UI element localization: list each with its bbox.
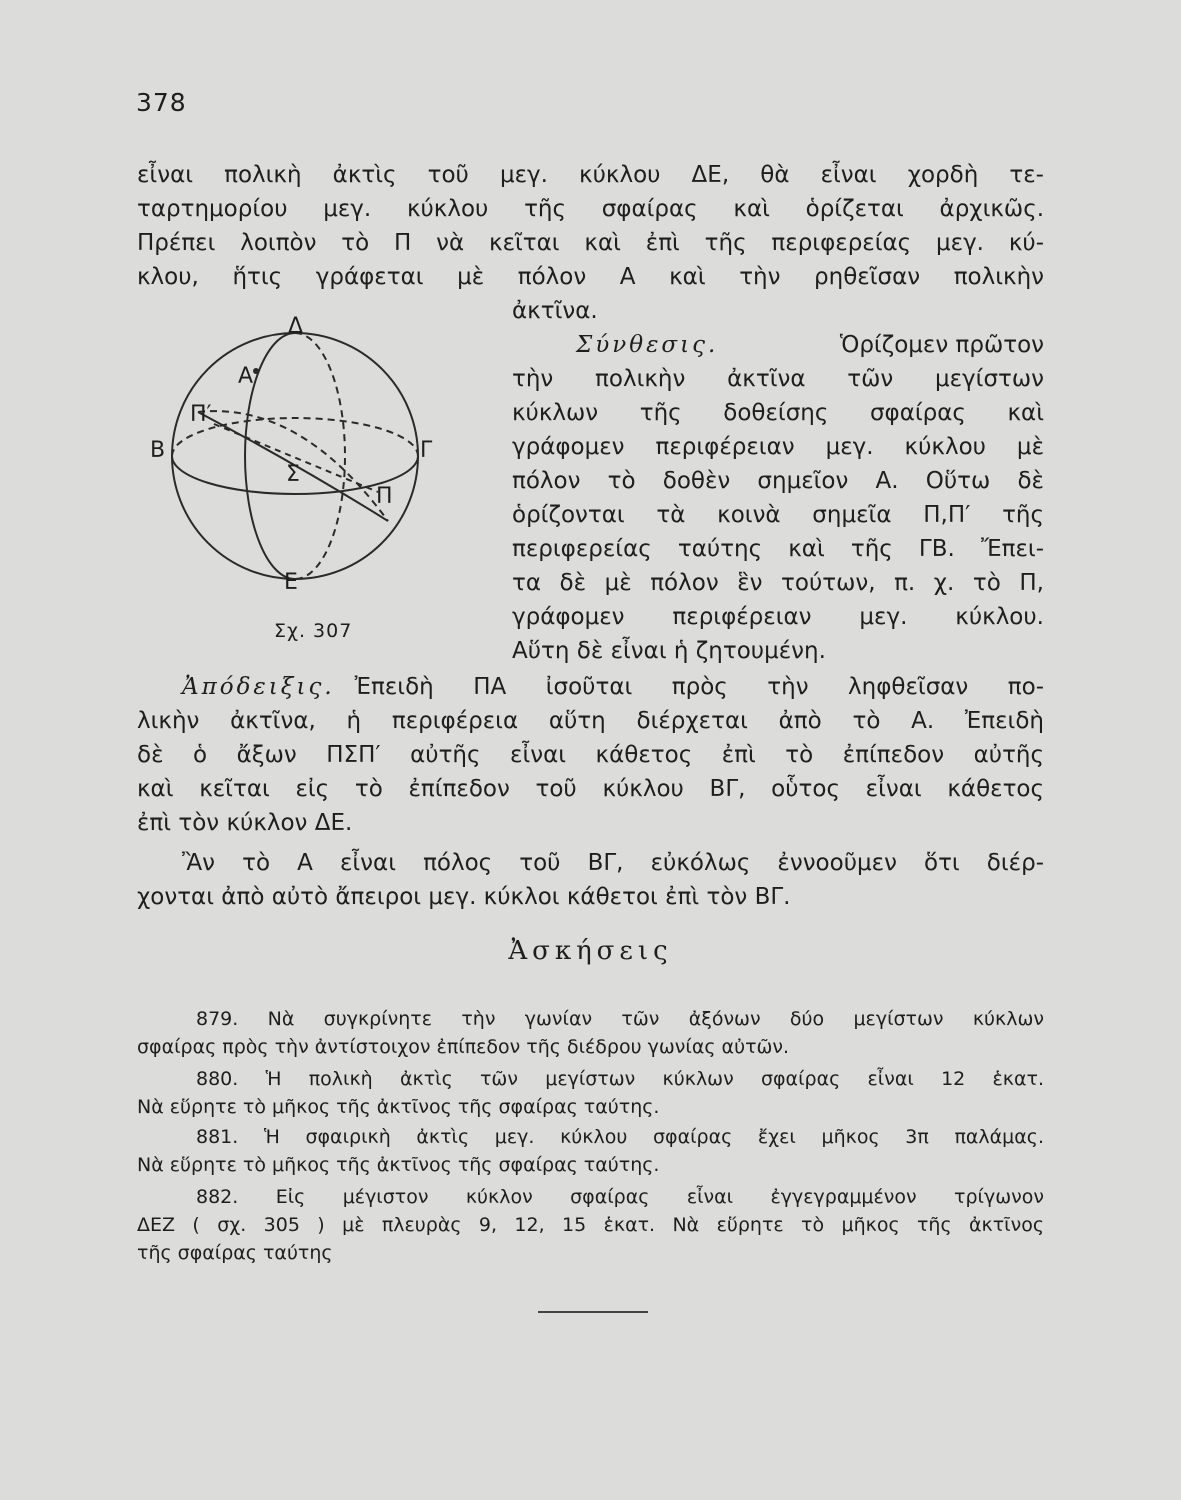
text-line: λικὴν ἀκτῖνα, ἡ περιφέρεια αὕτη διέρχεται ἀπὸ τὸ Α. Ἐπειδὴ	[137, 708, 1044, 734]
exercise-879-line: 879. Νὰ συγκρίνητε τὴν γωνίαν τῶν ἀξόνων δύο μεγίστων κύκλων	[196, 1008, 1044, 1030]
text-line: τὴν πολικὴν ἀκτῖνα τῶν μεγίστων	[512, 366, 1044, 392]
text-line: περιφερείας ταύτης καὶ τῆς ΓΒ. Ἔπει-	[512, 536, 1044, 562]
exercise-881-line: 881. Ἡ σφαιρικὴ ἀκτὶς μεγ. κύκλου σφαίρας ἔχει μῆκος 3π παλάμας.	[196, 1126, 1044, 1148]
synthesis-title: Σύνθεσις.	[576, 332, 719, 358]
sphere-figure	[150, 316, 450, 656]
proof-title: Ἀπόδειξις.	[182, 674, 335, 700]
text-line: κλου, ἥτις γράφεται μὲ πόλον Α καὶ τὴν ρηθεῖσαν πολικὴν	[137, 264, 1044, 290]
closing-rule	[538, 1311, 648, 1313]
text-line: πόλον τὸ δοθὲν σημεῖον Α. Οὕτω δὲ	[512, 468, 1044, 494]
label-beta: Β	[150, 438, 166, 463]
figure-caption: Σχ. 307	[274, 620, 353, 642]
text-line: κύκλων τῆς δοθείσης σφαίρας καὶ	[512, 400, 1044, 426]
text-line: χονται ἀπὸ αὐτὸ ἄπειροι μεγ. κύκλοι κάθετοι ἐπὶ τὸν ΒΓ.	[137, 884, 791, 910]
exercises-heading: Ἀσκήσεις	[508, 936, 673, 966]
text-line: ὁρίζονται τὰ κοινὰ σημεῖα Π,Π′ τῆς	[512, 502, 1044, 528]
text-line: ταρτημορίου μεγ. κύκλου τῆς σφαίρας καὶ ὁρίζεται ἀρχικῶς.	[137, 196, 1044, 222]
exercise-882-line: 882. Εἰς μέγιστον κύκλον σφαίρας εἶναι ἐγγεγραμμένον τρίγωνον	[196, 1186, 1044, 1208]
text-line: Πρέπει λοιπὸν τὸ Π νὰ κεῖται καὶ ἐπὶ τῆς περιφερείας μεγ. κύ-	[137, 230, 1044, 256]
exercise-881-line: Νὰ εὕρητε τὸ μῆκος τῆς ἀκτῖνος τῆς σφαίρας ταύτης.	[137, 1154, 660, 1176]
label-alpha: Α	[238, 364, 254, 389]
label-sigma: Σ	[286, 462, 300, 487]
page-number: 378	[136, 88, 187, 117]
label-pi-prime: Π′	[190, 402, 212, 427]
exercise-880-line: 880. Ἡ πολικὴ ἀκτὶς τῶν μεγίστων κύκλων σφαίρας εἶναι 12 ἑκατ.	[196, 1068, 1044, 1090]
sphere-diagram	[150, 316, 450, 616]
text-line: καὶ κεῖται εἰς τὸ ἐπίπεδον τοῦ κύκλου ΒΓ, οὗτος εἶναι κάθετος	[137, 776, 1044, 802]
synthesis-first-text: Ὁρίζομεν πρῶτον	[839, 332, 1044, 358]
exercise-882-line: ΔΕΖ ( σχ. 305 ) μὲ πλευρὰς 9, 12, 15 ἑκατ. Νὰ εὕρητε τὸ μῆκος τῆς ἀκτῖνος	[137, 1214, 1044, 1236]
text-line: γράφομεν περιφέρειαν μεγ. κύκλου μὲ	[512, 434, 1044, 460]
label-epsilon: Ε	[284, 570, 298, 595]
text-line: γράφομεν περιφέρειαν μεγ. κύκλου.	[512, 604, 1044, 630]
text-line: Ἂν τὸ Α εἶναι πόλος τοῦ ΒΓ, εὐκόλως ἐννοοῦμεν ὅτι διέρ-	[182, 850, 1044, 876]
label-delta: Δ	[288, 314, 304, 339]
proof-first-line	[182, 672, 1044, 702]
exercise-882-line: τῆς σφαίρας ταύτης	[137, 1242, 333, 1264]
label-pi: Π	[376, 484, 393, 509]
label-gamma: Γ	[420, 438, 433, 463]
meridian-back	[295, 333, 345, 579]
exercise-880-line: Νὰ εὕρητε τὸ μῆκος τῆς ἀκτῖνος τῆς σφαίρας ταύτης.	[137, 1096, 660, 1118]
proof-first-text: Ἐπειδὴ ΠΑ ἰσοῦται πρὸς τὴν ληφθεῖσαν πο-	[354, 674, 1044, 700]
text-line: ἀκτῖνα.	[512, 298, 598, 324]
sphere-outline	[172, 333, 418, 579]
text-line: δὲ ὁ ἄξων ΠΣΠ′ αὐτῆς εἶναι κάθετος ἐπὶ τὸ ἐπίπεδον αὐτῆς	[137, 742, 1044, 768]
text-line: ἐπὶ τὸν κύκλον ΔΕ.	[137, 810, 353, 836]
text-line: εἶναι πολικὴ ἀκτὶς τοῦ μεγ. κύκλου ΔΕ, θὰ εἶναι χορδὴ τε-	[137, 162, 1044, 188]
exercise-879-line: σφαίρας πρὸς τὴν ἀντίστοιχον ἐπίπεδον τῆς διέδρου γωνίας αὐτῶν.	[137, 1036, 790, 1058]
text-line: τα δὲ μὲ πόλον ἓν τούτων, π. χ. τὸ Π,	[512, 570, 1044, 596]
text-line: Αὕτη δὲ εἶναι ἡ ζητουμένη.	[512, 638, 826, 664]
point-a	[253, 368, 259, 374]
synthesis-first-line	[576, 330, 1044, 360]
